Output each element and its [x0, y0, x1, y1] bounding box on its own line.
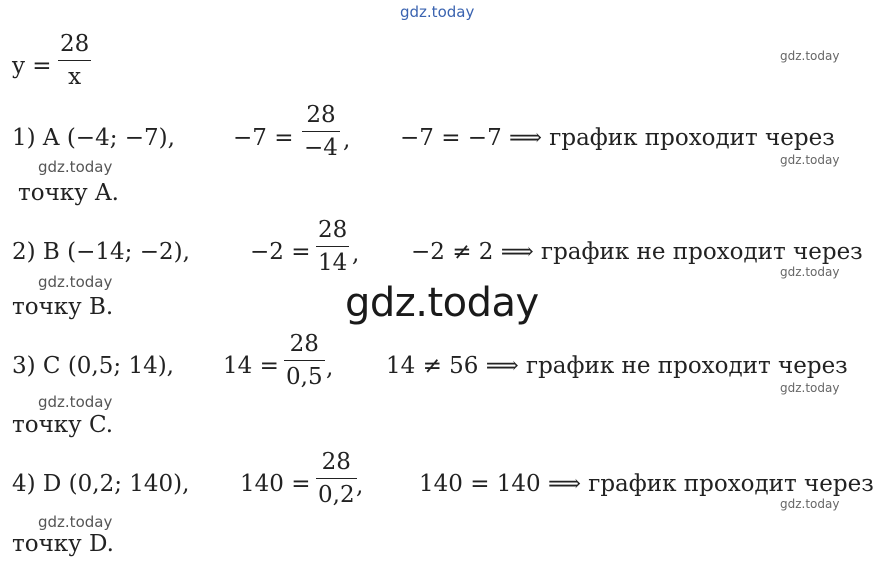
point-label: 4) D (0,2; 140),	[12, 471, 190, 497]
point-label: 1) A (−4; −7),	[12, 125, 175, 151]
fraction-numerator: 28	[321, 449, 351, 475]
point-label: 3) C (0,5; 14),	[12, 353, 174, 379]
comma: ,	[356, 473, 364, 499]
fraction-bar	[284, 360, 325, 361]
equation-lhs: −2 =	[250, 239, 311, 265]
check-result: −2 ≠ 2 ⟹ график не проходит через	[411, 239, 863, 265]
point-label: 2) B (−14; −2),	[12, 239, 190, 265]
check-continuation: точку B.	[12, 294, 114, 320]
fraction	[58, 33, 91, 89]
function-lhs: y =	[12, 53, 52, 79]
fraction-numerator: 28	[289, 331, 319, 357]
fraction-bar	[302, 131, 340, 132]
fraction-denominator: x	[68, 64, 82, 90]
watermark-center: gdz.today	[345, 280, 539, 326]
check-result: 140 = 140 ⟹ график проходит через	[419, 471, 874, 497]
comma: ,	[326, 355, 334, 381]
fraction-numerator: 28	[306, 102, 336, 128]
watermark-small: gdz.today	[780, 265, 840, 279]
fraction-denominator: 14	[318, 250, 348, 276]
fraction-bar	[316, 478, 357, 479]
check-continuation: точку D.	[12, 531, 114, 557]
fraction	[284, 333, 325, 389]
fraction	[302, 104, 340, 160]
comma: ,	[352, 241, 360, 267]
watermark-left: gdz.today	[38, 273, 113, 291]
check-result: 14 ≠ 56 ⟹ график не проходит через	[386, 353, 848, 379]
fraction-denominator: 0,5	[286, 364, 323, 390]
watermark-left: gdz.today	[38, 158, 113, 176]
watermark-top: gdz.today	[400, 3, 475, 21]
check-continuation: точку C.	[12, 412, 114, 438]
fraction	[316, 219, 349, 275]
comma: ,	[343, 127, 351, 153]
equation-lhs: −7 =	[233, 125, 294, 151]
fraction-bar	[58, 60, 91, 61]
fraction-numerator: 28	[60, 31, 90, 57]
watermark-left: gdz.today	[38, 513, 113, 531]
equation-lhs: 14 =	[223, 353, 279, 379]
watermark-small: gdz.today	[780, 381, 840, 395]
watermark-small: gdz.today	[780, 153, 840, 167]
equation-lhs: 140 =	[240, 471, 311, 497]
fraction-denominator: −4	[304, 135, 338, 161]
watermark-small: gdz.today	[780, 49, 840, 63]
fraction-denominator: 0,2	[318, 482, 355, 508]
check-result: −7 = −7 ⟹ график проходит через	[400, 125, 835, 151]
check-continuation: точку A.	[18, 180, 119, 206]
watermark-small: gdz.today	[780, 497, 840, 511]
fraction	[316, 451, 357, 507]
fraction-numerator: 28	[318, 217, 348, 243]
watermark-left: gdz.today	[38, 393, 113, 411]
fraction-bar	[316, 246, 349, 247]
